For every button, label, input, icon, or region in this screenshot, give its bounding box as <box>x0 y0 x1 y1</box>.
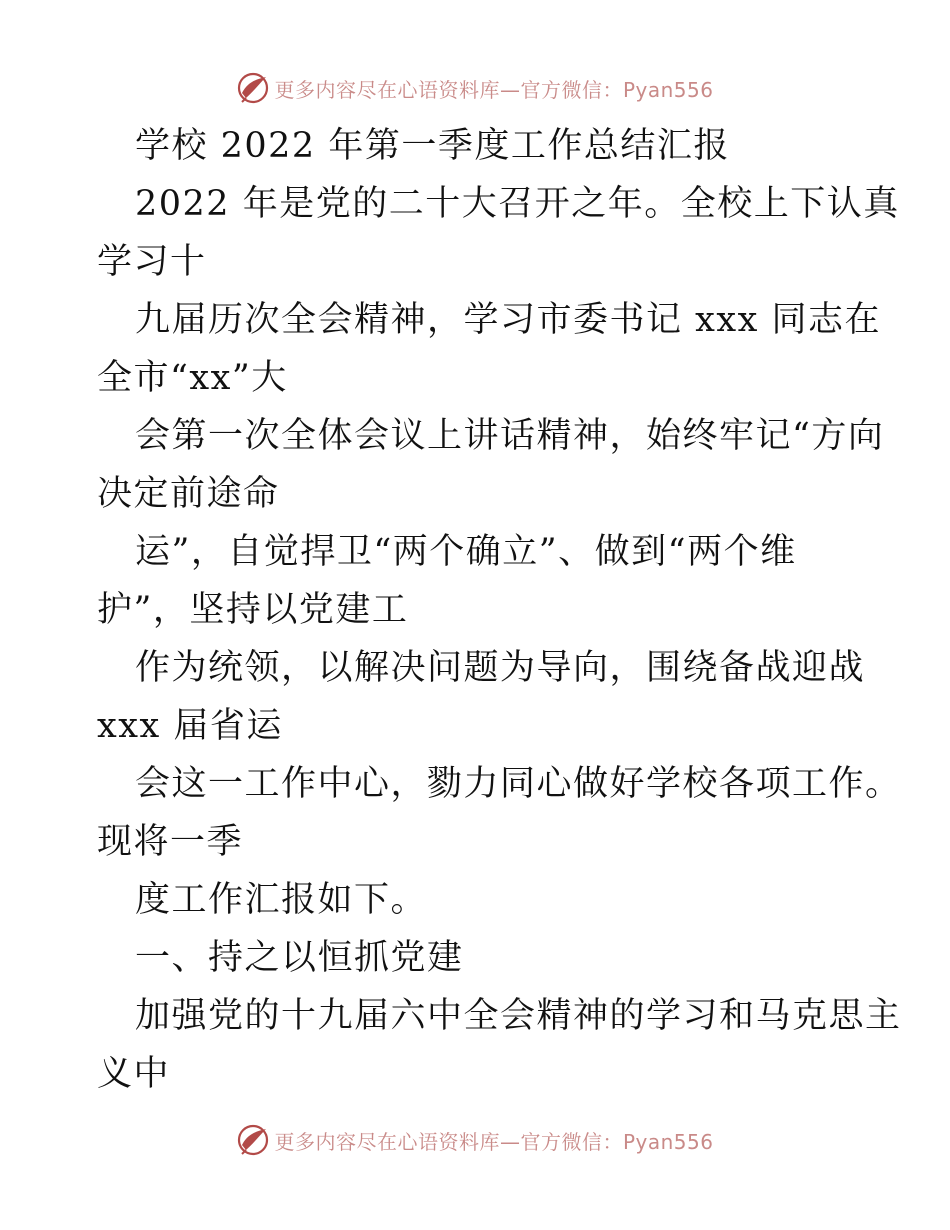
watermark-banner-bottom <box>0 1120 950 1160</box>
paragraph-line: 全市“xx”大 <box>97 358 288 398</box>
paragraph-line: 学习十 <box>97 242 207 282</box>
pen-logo-icon <box>236 1123 270 1157</box>
paragraph-line: 会这一工作中心，勠力同心做好学校各项工作。 <box>135 764 902 804</box>
paragraph-line: 2022 年是党的二十大召开之年。全校上下认真 <box>135 184 900 224</box>
watermark-banner-top <box>0 68 950 108</box>
document-title: 学校 2022 年第一季度工作总结汇报 <box>135 126 730 166</box>
paragraph-line: 现将一季 <box>97 822 244 862</box>
pen-logo-icon <box>236 71 270 105</box>
paragraph-line: 度工作汇报如下。 <box>135 880 428 920</box>
paragraph-line: 护”，坚持以党建工 <box>97 590 409 630</box>
watermark-text: 更多内容尽在心语资料库—官方微信：Pyan556 <box>274 77 714 102</box>
paragraph-line: 运”，自觉捍卫“两个确立”、做到“两个维 <box>135 532 797 572</box>
paragraph-line: 九届历次全会精神，学习市委书记 xxx 同志在 <box>135 300 881 340</box>
paragraph-line: 加强党的十九届六中全会精神的学习和马克思主 <box>135 996 902 1036</box>
paragraph-line: 会第一次全体会议上讲话精神，始终牢记“方向 <box>135 416 885 456</box>
paragraph-line: xxx 届省运 <box>97 706 283 746</box>
paragraph-line: 作为统领，以解决问题为导向，围绕备战迎战 <box>135 648 866 688</box>
paragraph-line: 决定前途命 <box>97 474 280 514</box>
watermark-text: 更多内容尽在心语资料库—官方微信：Pyan556 <box>274 1129 714 1154</box>
section-heading: 一、持之以恒抓党建 <box>135 938 464 978</box>
paragraph-line: 义中 <box>97 1054 171 1094</box>
